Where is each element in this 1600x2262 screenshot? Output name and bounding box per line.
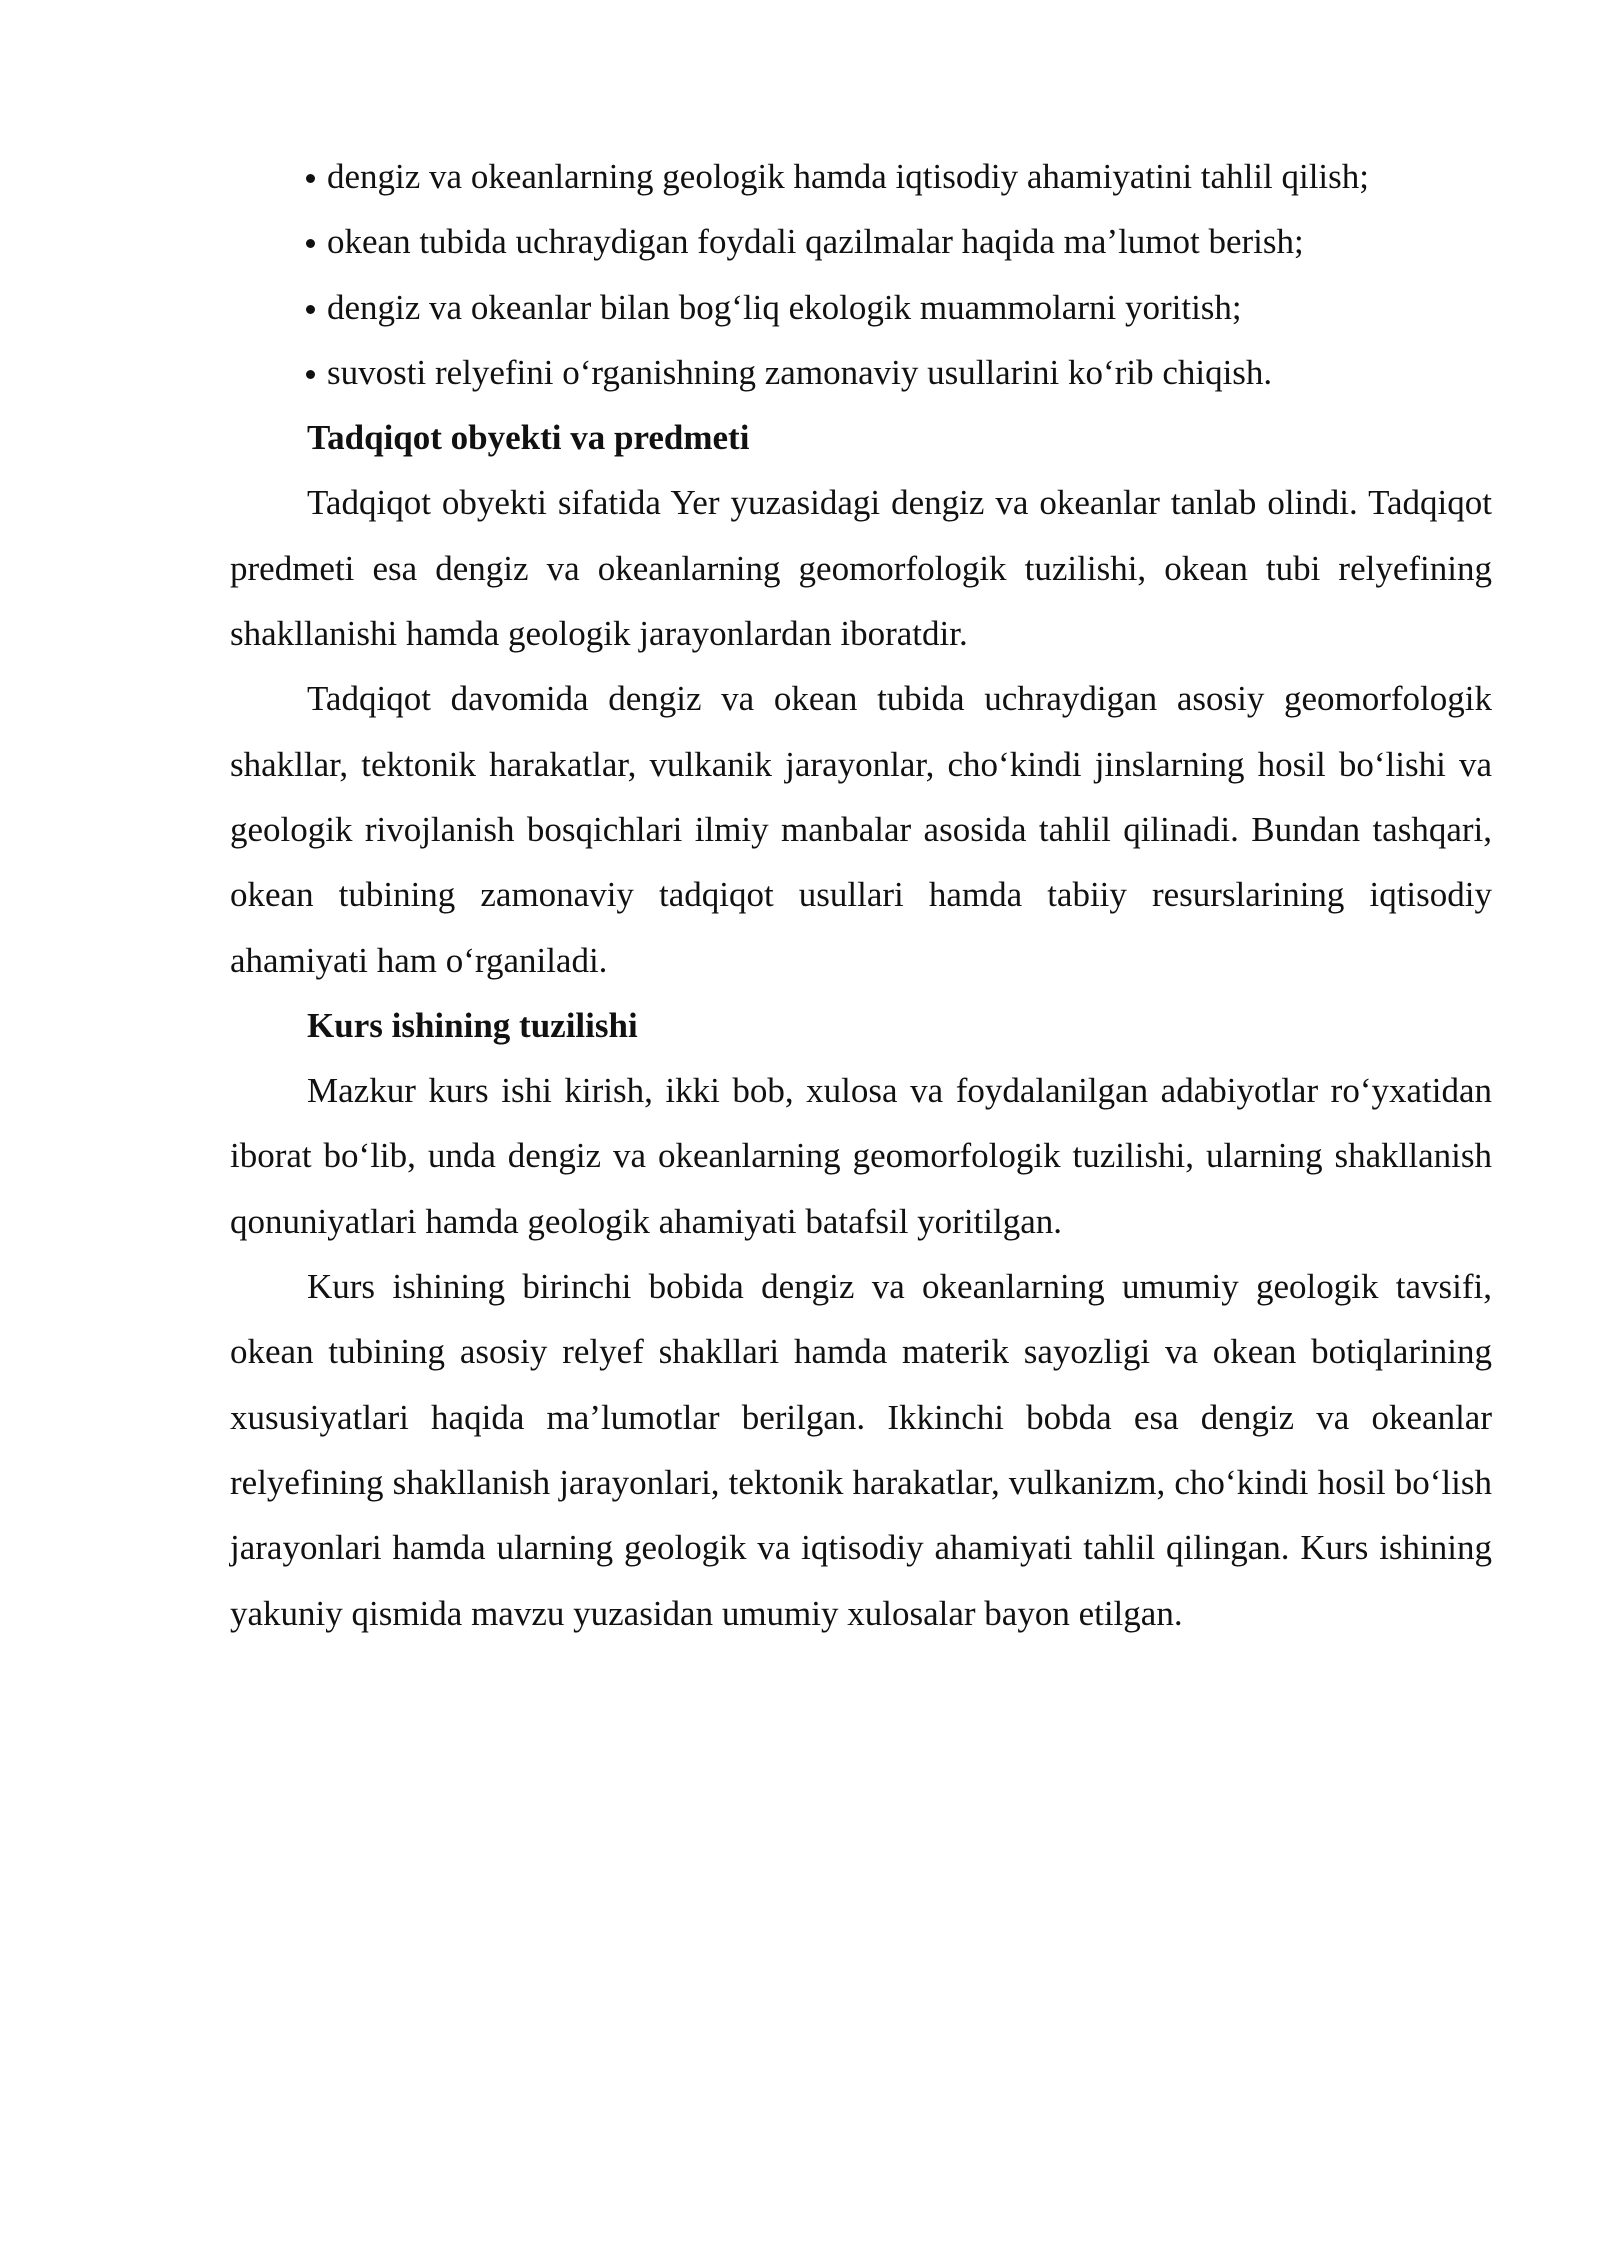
list-item-text: okean tubida uchraydigan foydali qazilmalar haqida ma’lumot berish; — [327, 222, 1304, 262]
objectives-list — [230, 144, 1492, 405]
paragraph: Mazkur kurs ishi kirish, ikki bob, xulosa va foydalanilgan adabiyotlar ro‘yxatidan iborat bo‘lib, unda dengiz va okeanlarning geomorfologik tuzilishi, ularning shakllanish qonuniyatlari hamda geologik ahamiyati batafsil yoritilgan. — [230, 1071, 1492, 1241]
paragraph: Tadqiqot davomida dengiz va okean tubida uchraydigan asosiy geomorfologik shakllar, tektonik harakatlar, vulkanik jarayonlar, cho‘kindi jinslarning hosil bo‘lishi va geologik rivojlanish bosqichlari ilmiy manbalar asosida tahlil qilinadi. Bundan tashqari, okean tubining zamonaviy tadqiqot usullari hamda tabiiy resurslarining iqtisodiy ahamiyati ham o‘rganiladi. — [230, 679, 1492, 980]
section-heading-research-object: Tadqiqot obyekti va predmeti — [307, 418, 750, 458]
list-item — [230, 144, 1492, 209]
bullet-icon — [306, 370, 315, 379]
list-item-text: dengiz va okeanlarning geologik hamda iqtisodiy ahamiyatini tahlil qilish; — [327, 157, 1370, 196]
bullet-icon — [306, 174, 315, 183]
list-item — [230, 275, 1492, 340]
bullet-icon — [306, 305, 315, 314]
list-item — [230, 340, 1492, 405]
page-content — [230, 144, 1492, 1646]
paragraph: Kurs ishining birinchi bobida dengiz va okeanlarning umumiy geologik tavsifi, okean tubining asosiy relyef shakllari hamda materik sayozligi va okean botiqlarining xususiyatlari haqida ma’lumotlar berilgan. Ikkinchi bobda esa dengiz va okeanlar relyefining shakllanish jarayonlari, tektonik harakatlar, vulkanizm, cho‘kindi hosil bo‘lish jarayonlari hamda ularning geologik va iqtisodiy ahamiyati tahlil qilingan. Kurs ishining yakuniy qismida mavzu yuzasidan umumiy xulosalar bayon etilgan. — [230, 1267, 1492, 1633]
paragraph: Tadqiqot obyekti sifatida Yer yuzasidagi dengiz va okeanlar tanlab olindi. Tadqiqot predmeti esa dengiz va okeanlarning geomorfologik tuzilishi, okean tubi relyefining shakllanishi hamda geologik jarayonlardan iboratdir. — [230, 483, 1492, 654]
section-heading-course-structure: Kurs ishining tuzilishi — [307, 1005, 638, 1045]
list-item-text: suvosti relyefini o‘rganishning zamonaviy usullarini ko‘rib chiqish. — [327, 352, 1273, 392]
list-item-text: dengiz va okeanlar bilan bog‘liq ekologik muammolarni yoritish; — [327, 287, 1242, 327]
list-item — [230, 209, 1492, 274]
bullet-icon — [306, 239, 315, 248]
